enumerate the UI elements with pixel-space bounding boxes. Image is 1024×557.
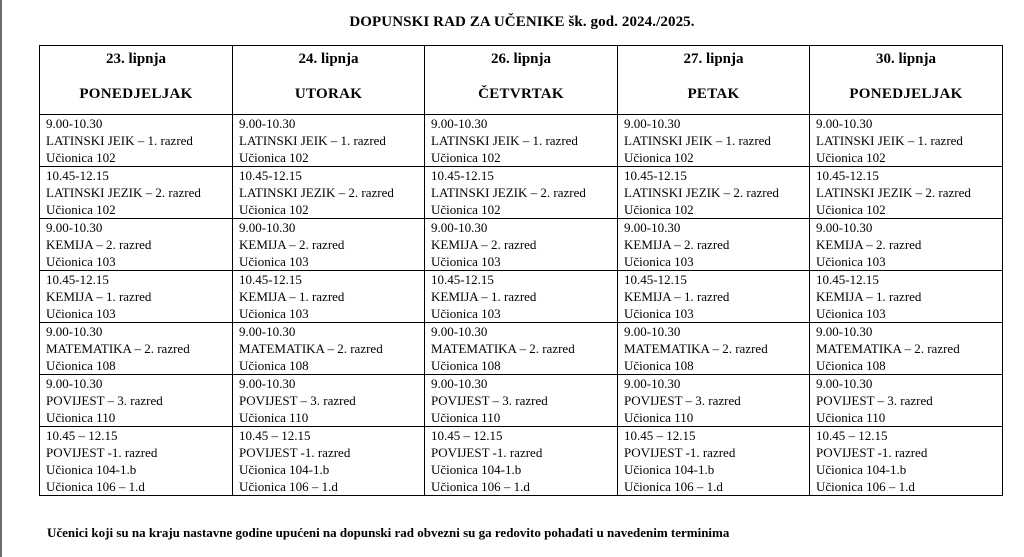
session-room: Učionica 104-1.b bbox=[431, 462, 522, 477]
session-subject: POVIJEST -1. razred bbox=[816, 445, 928, 460]
session-subject: LATINSKI JEIK – 1. razred bbox=[624, 133, 771, 148]
session-time: 10.45-12.15 bbox=[46, 272, 109, 287]
session-subject: KEMIJA – 1. razred bbox=[624, 289, 730, 304]
day-header bbox=[425, 46, 618, 115]
session-room: Učionica 102 bbox=[46, 202, 116, 217]
session-cell bbox=[810, 323, 1003, 375]
session-room: Učionica 110 bbox=[816, 410, 886, 425]
session-time: 10.45-12.15 bbox=[431, 168, 494, 183]
session-time: 9.00-10.30 bbox=[46, 324, 103, 339]
session-room: Učionica 106 – 1.d bbox=[239, 479, 338, 494]
session-time: 9.00-10.30 bbox=[46, 116, 103, 131]
session-room: Učionica 106 – 1.d bbox=[46, 479, 145, 494]
session-room: Učionica 108 bbox=[239, 358, 309, 373]
session-cell bbox=[233, 427, 425, 496]
session-room: Učionica 103 bbox=[46, 254, 116, 269]
session-room: Učionica 104-1.b bbox=[239, 462, 330, 477]
session-cell bbox=[618, 167, 810, 219]
session-time: 9.00-10.30 bbox=[816, 116, 873, 131]
session-subject: LATINSKI JEZIK – 2. razred bbox=[46, 185, 201, 200]
session-room: Učionica 108 bbox=[816, 358, 886, 373]
session-subject: MATEMATIKA – 2. razred bbox=[239, 341, 383, 356]
session-cell bbox=[233, 323, 425, 375]
session-room: Učionica 106 – 1.d bbox=[431, 479, 530, 494]
session-cell bbox=[810, 271, 1003, 323]
session-row bbox=[40, 427, 1003, 496]
session-row bbox=[40, 219, 1003, 271]
session-time: 10.45 – 12.15 bbox=[624, 428, 696, 443]
session-cell bbox=[40, 427, 233, 496]
session-room: Učionica 110 bbox=[431, 410, 501, 425]
session-subject: POVIJEST – 3. razred bbox=[239, 393, 356, 408]
session-cell bbox=[618, 219, 810, 271]
session-time: 9.00-10.30 bbox=[816, 324, 873, 339]
session-cell bbox=[233, 219, 425, 271]
session-cell bbox=[40, 375, 233, 427]
session-time: 9.00-10.30 bbox=[46, 220, 103, 235]
session-time: 10.45 – 12.15 bbox=[46, 428, 118, 443]
session-cell bbox=[618, 271, 810, 323]
session-room: Učionica 102 bbox=[816, 202, 886, 217]
day-date: 27. lipnja bbox=[683, 51, 744, 67]
session-subject: LATINSKI JEZIK – 2. razred bbox=[624, 185, 779, 200]
session-room: Učionica 102 bbox=[239, 202, 309, 217]
session-subject: LATINSKI JEZIK – 2. razred bbox=[239, 185, 394, 200]
day-name: PONEDJELJAK bbox=[79, 86, 193, 102]
footer-note: Učenici koji su na kraju nastavne godine upućeni na dopunski rad obvezni su ga redovito pohađati u navedenim terminima bbox=[47, 525, 730, 540]
session-time: 9.00-10.30 bbox=[239, 376, 296, 391]
session-time: 9.00-10.30 bbox=[431, 376, 488, 391]
session-cell bbox=[425, 219, 618, 271]
session-room: Učionica 108 bbox=[431, 358, 501, 373]
page-left-edge bbox=[0, 0, 2, 557]
session-cell bbox=[618, 323, 810, 375]
session-time: 9.00-10.30 bbox=[431, 220, 488, 235]
session-subject: LATINSKI JEZIK – 2. razred bbox=[431, 185, 586, 200]
session-room: Učionica 103 bbox=[239, 306, 309, 321]
session-subject: POVIJEST – 3. razred bbox=[816, 393, 933, 408]
session-room: Učionica 108 bbox=[624, 358, 694, 373]
session-subject: KEMIJA – 2. razred bbox=[624, 237, 730, 252]
session-cell bbox=[618, 115, 810, 167]
session-subject: LATINSKI JEIK – 1. razred bbox=[816, 133, 963, 148]
session-time: 10.45-12.15 bbox=[46, 168, 109, 183]
session-time: 9.00-10.30 bbox=[624, 116, 681, 131]
session-subject: LATINSKI JEIK – 1. razred bbox=[431, 133, 578, 148]
session-room: Učionica 110 bbox=[624, 410, 694, 425]
session-time: 10.45-12.15 bbox=[816, 272, 879, 287]
session-room: Učionica 103 bbox=[239, 254, 309, 269]
session-time: 9.00-10.30 bbox=[431, 324, 488, 339]
session-row bbox=[40, 167, 1003, 219]
session-subject: KEMIJA – 2. razred bbox=[46, 237, 152, 252]
day-header bbox=[233, 46, 425, 115]
session-subject: KEMIJA – 2. razred bbox=[239, 237, 345, 252]
session-subject: MATEMATIKA – 2. razred bbox=[46, 341, 190, 356]
session-room: Učionica 110 bbox=[46, 410, 116, 425]
session-room: Učionica 103 bbox=[46, 306, 116, 321]
schedule-body bbox=[40, 115, 1003, 496]
session-room: Učionica 103 bbox=[816, 306, 886, 321]
session-subject: POVIJEST – 3. razred bbox=[431, 393, 548, 408]
session-row bbox=[40, 271, 1003, 323]
session-cell bbox=[425, 375, 618, 427]
session-time: 10.45 – 12.15 bbox=[239, 428, 311, 443]
session-subject: KEMIJA – 2. razred bbox=[816, 237, 922, 252]
session-cell bbox=[40, 115, 233, 167]
session-cell bbox=[425, 167, 618, 219]
session-time: 10.45-12.15 bbox=[239, 272, 302, 287]
session-room: Učionica 103 bbox=[624, 254, 694, 269]
session-cell bbox=[810, 219, 1003, 271]
day-header bbox=[40, 46, 233, 115]
session-time: 10.45-12.15 bbox=[431, 272, 494, 287]
session-time: 10.45-12.15 bbox=[239, 168, 302, 183]
session-subject: POVIJEST -1. razred bbox=[46, 445, 158, 460]
session-room: Učionica 102 bbox=[239, 150, 309, 165]
session-subject: LATINSKI JEIK – 1. razred bbox=[239, 133, 386, 148]
session-cell bbox=[810, 115, 1003, 167]
session-subject: MATEMATIKA – 2. razred bbox=[624, 341, 768, 356]
session-room: Učionica 102 bbox=[431, 202, 501, 217]
session-subject: POVIJEST -1. razred bbox=[239, 445, 351, 460]
session-time: 9.00-10.30 bbox=[816, 376, 873, 391]
day-name: PONEDJELJAK bbox=[849, 86, 963, 102]
session-room: Učionica 108 bbox=[46, 358, 116, 373]
session-cell bbox=[40, 219, 233, 271]
session-room: Učionica 106 – 1.d bbox=[624, 479, 723, 494]
session-room: Učionica 102 bbox=[46, 150, 116, 165]
session-subject: KEMIJA – 2. razred bbox=[431, 237, 537, 252]
session-time: 10.45-12.15 bbox=[624, 272, 687, 287]
header-row bbox=[40, 46, 1003, 115]
session-row bbox=[40, 323, 1003, 375]
day-name: PETAK bbox=[687, 86, 740, 102]
session-cell bbox=[425, 427, 618, 496]
session-time: 9.00-10.30 bbox=[816, 220, 873, 235]
session-time: 9.00-10.30 bbox=[431, 116, 488, 131]
session-time: 9.00-10.30 bbox=[624, 376, 681, 391]
session-room: Učionica 106 – 1.d bbox=[816, 479, 915, 494]
day-date: 26. lipnja bbox=[490, 51, 551, 67]
session-room: Učionica 110 bbox=[239, 410, 309, 425]
session-room: Učionica 103 bbox=[624, 306, 694, 321]
schedule-table bbox=[39, 45, 1003, 496]
session-room: Učionica 102 bbox=[816, 150, 886, 165]
session-room: Učionica 102 bbox=[431, 150, 501, 165]
session-subject: KEMIJA – 1. razred bbox=[816, 289, 922, 304]
session-time: 10.45 – 12.15 bbox=[431, 428, 503, 443]
session-room: Učionica 104-1.b bbox=[816, 462, 907, 477]
session-cell bbox=[233, 271, 425, 323]
session-cell bbox=[810, 427, 1003, 496]
session-time: 10.45-12.15 bbox=[816, 168, 879, 183]
session-room: Učionica 102 bbox=[624, 202, 694, 217]
session-time: 10.45-12.15 bbox=[624, 168, 687, 183]
session-time: 9.00-10.30 bbox=[46, 376, 103, 391]
day-header bbox=[618, 46, 810, 115]
session-subject: LATINSKI JEIK – 1. razred bbox=[46, 133, 193, 148]
session-cell bbox=[40, 271, 233, 323]
session-cell bbox=[40, 323, 233, 375]
session-room: Učionica 103 bbox=[816, 254, 886, 269]
day-date: 30. lipnja bbox=[875, 51, 936, 67]
session-cell bbox=[425, 323, 618, 375]
session-time: 10.45 – 12.15 bbox=[816, 428, 888, 443]
session-time: 9.00-10.30 bbox=[239, 116, 296, 131]
session-subject: KEMIJA – 1. razred bbox=[431, 289, 537, 304]
session-room: Učionica 103 bbox=[431, 306, 501, 321]
session-cell bbox=[40, 167, 233, 219]
session-cell bbox=[810, 375, 1003, 427]
session-time: 9.00-10.30 bbox=[239, 324, 296, 339]
session-subject: KEMIJA – 1. razred bbox=[239, 289, 345, 304]
session-room: Učionica 104-1.b bbox=[624, 462, 715, 477]
session-time: 9.00-10.30 bbox=[239, 220, 296, 235]
session-row bbox=[40, 115, 1003, 167]
day-name: ČETVRTAK bbox=[478, 86, 564, 102]
session-cell bbox=[233, 375, 425, 427]
day-header bbox=[810, 46, 1003, 115]
session-cell bbox=[425, 271, 618, 323]
document-title: DOPUNSKI RAD ZA UČENIKE šk. god. 2024./2025. bbox=[349, 14, 695, 30]
day-name: UTORAK bbox=[294, 86, 363, 102]
session-room: Učionica 103 bbox=[431, 254, 501, 269]
day-date: 24. lipnja bbox=[298, 51, 359, 67]
session-cell bbox=[425, 115, 618, 167]
session-subject: POVIJEST – 3. razred bbox=[46, 393, 163, 408]
session-cell bbox=[618, 427, 810, 496]
day-date: 23. lipnja bbox=[105, 51, 166, 67]
session-row bbox=[40, 375, 1003, 427]
session-subject: MATEMATIKA – 2. razred bbox=[431, 341, 575, 356]
session-room: Učionica 102 bbox=[624, 150, 694, 165]
session-time: 9.00-10.30 bbox=[624, 220, 681, 235]
session-subject: MATEMATIKA – 2. razred bbox=[816, 341, 960, 356]
session-cell bbox=[810, 167, 1003, 219]
session-subject: LATINSKI JEZIK – 2. razred bbox=[816, 185, 971, 200]
session-subject: POVIJEST -1. razred bbox=[624, 445, 736, 460]
session-room: Učionica 104-1.b bbox=[46, 462, 137, 477]
session-subject: POVIJEST -1. razred bbox=[431, 445, 543, 460]
session-cell bbox=[233, 167, 425, 219]
session-time: 9.00-10.30 bbox=[624, 324, 681, 339]
session-subject: POVIJEST – 3. razred bbox=[624, 393, 741, 408]
session-cell bbox=[233, 115, 425, 167]
session-cell bbox=[618, 375, 810, 427]
session-subject: KEMIJA – 1. razred bbox=[46, 289, 152, 304]
